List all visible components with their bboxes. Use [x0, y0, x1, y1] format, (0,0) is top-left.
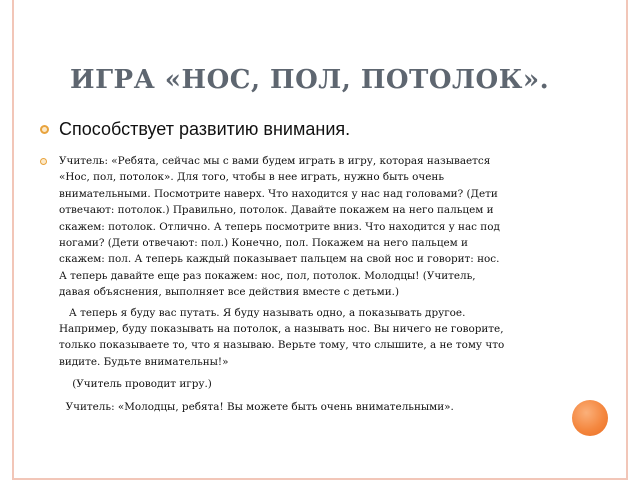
frame-left-line — [12, 0, 14, 480]
text-line: скажем: потолок. Отлично. А теперь посмотрите вниз. Что находится у нас под — [59, 220, 500, 233]
text-line: давая объяснения, выполняет все действия вместе с детьми.) — [59, 286, 399, 299]
text-line: А теперь я буду вас путать. Я буду называть одно, а показывать другое. — [59, 306, 466, 319]
slide-title: ИГРА «НОС, ПОЛ, ПОТОЛОК». — [70, 65, 550, 95]
decorative-orange-circle — [572, 400, 608, 436]
sub-bullet — [40, 153, 570, 415]
text-line: отвечают: потолок.) Правильно, потолок. Давайте покажем на него пальцем и — [59, 204, 494, 217]
text-line: только показываете то, что я называю. Верьте тому, что слышите, а не тому что — [59, 339, 505, 352]
text-line: А теперь давайте еще раз покажем: нос, пол, потолок. Молодцы! (Учитель, — [59, 269, 476, 282]
paragraph-confusion-rules — [59, 305, 570, 371]
text-line: Учитель: «Ребята, сейчас мы с вами будем играть в игру, которая называется — [59, 155, 491, 167]
paragraph-teacher-praise: Учитель: «Молодцы, ребята! Вы можете быть очень внимательными». — [59, 400, 454, 413]
text-line: видите. Будьте внимательны!» — [59, 355, 229, 368]
slide-content — [40, 118, 570, 415]
text-line: внимательными. Посмотрите наверх. Что находится у нас над головами? (Дети — [59, 187, 498, 200]
main-bullet-text: Способствует развитию внимания. — [59, 119, 351, 139]
main-bullet — [40, 118, 570, 140]
paragraph-game-note: (Учитель проводит игру.) — [59, 378, 212, 391]
bullet-circle-icon — [40, 158, 47, 165]
bullet-circle-icon — [40, 125, 49, 134]
text-line: Например, буду показывать на потолок, а называть нос. Вы ничего не говорите, — [59, 323, 504, 336]
text-line: ногами? (Дети отвечают: пол.) Конечно, пол. Покажем на него пальцем и — [59, 237, 468, 250]
frame-right-line — [626, 0, 628, 480]
text-line: скажем: пол. А теперь каждый показывает пальцем на свой нос и говорит: нос. — [59, 253, 500, 266]
text-line: «Нос, пол, потолок». Для того, чтобы в нее играть, нужно быть очень — [59, 171, 444, 184]
paragraph-teacher-intro — [59, 153, 570, 301]
